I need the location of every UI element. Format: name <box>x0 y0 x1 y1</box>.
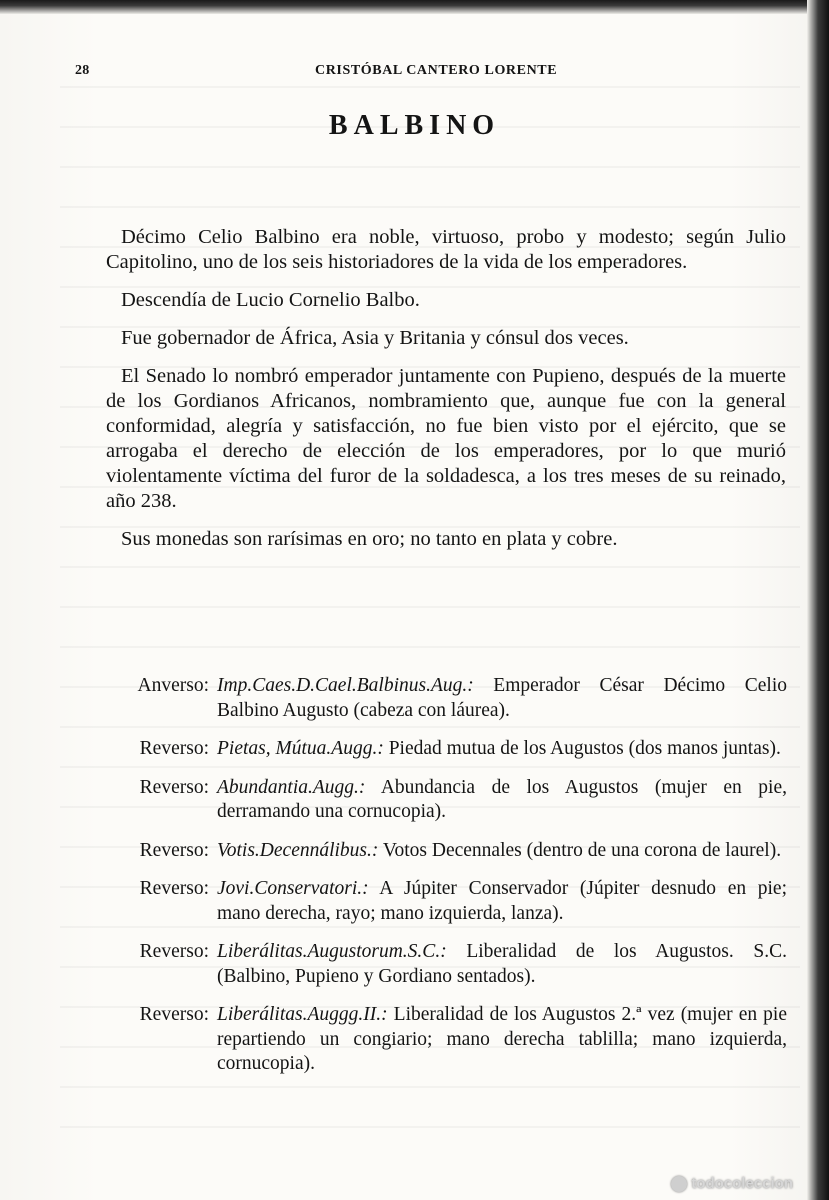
coin-legend: Liberálitas.Auggg.II.: <box>217 1004 388 1025</box>
coin-side-label: Reverso: <box>139 738 209 759</box>
watermark-text: todocoleccion <box>691 1175 793 1192</box>
coin-description <box>217 839 787 864</box>
paragraph: Fue gobernador de África, Asia y Britania y cónsul dos veces. <box>121 327 629 349</box>
coin-side-label: Reverso: <box>139 776 209 798</box>
coin-description <box>217 776 787 825</box>
coin-side-label: Reverso: <box>139 1004 209 1025</box>
paragraph: Descendía de Lucio Cornelio Balbo. <box>121 289 420 311</box>
watermark <box>671 1175 793 1192</box>
coin-translation: Liberalidad de los Augustos 2.ª vez (mujer en pie repartiendo un congiario; mano derecha tablilla; mano izquierda, cornucopia). <box>217 1004 787 1074</box>
paragraph: El Senado lo nombró emperador juntamente con Pupieno, después de la muerte de los Gordianos Africanos, nombramiento que, aunque fue con la general conformidad, alegría y satisfacción, no fue bien visto por el ejército, que se arrogaba el derecho de elección de los emperadores, por lo que murió violentamente víctima del furor de la soldadesca, a los tres meses de su reinado, año 238. <box>106 365 786 512</box>
coin-description <box>217 737 787 762</box>
coin-description <box>217 877 787 926</box>
coin-translation: Abundancia de los Augustos (mujer en pie, derramando una cornucopia). <box>217 776 787 822</box>
running-header <box>75 63 710 83</box>
coin-side-label: Reverso: <box>139 878 209 899</box>
coin-entry <box>112 940 787 989</box>
coin-entry <box>112 1003 787 1077</box>
coin-description <box>217 940 787 989</box>
page-number: 28 <box>75 63 90 78</box>
coin-legend: Imp.Caes.D.Cael.Balbinus.Aug.: <box>217 675 474 696</box>
coin-description <box>217 1003 787 1077</box>
coin-translation: Liberalidad de los Augustos. S.C. (Balbino, Pupieno y Gordiano sentados). <box>217 941 787 987</box>
coin-translation: A Júpiter Conservador (Júpiter desnudo en pie; mano derecha, rayo; mano izquierda, lanza). <box>217 878 787 924</box>
running-head-author: CRISTÓBAL CANTERO LORENTE <box>315 63 558 78</box>
chapter-title: BALBINO <box>328 110 501 141</box>
coin-side-label: Anverso: <box>137 675 209 696</box>
coin-legend: Votis.Decennálibus.: <box>217 839 379 861</box>
coin-description <box>217 674 787 723</box>
coin-side-label: Reverso: <box>139 941 209 962</box>
coin-list <box>112 674 787 1091</box>
scan-right-edge <box>807 0 829 1200</box>
coin-translation: Piedad mutua de los Augustos (dos manos juntas). <box>383 738 781 759</box>
coin-legend: Pietas, Mútua.Augg.: <box>217 738 384 759</box>
coin-entry <box>112 839 787 864</box>
coin-legend: Abundantia.Augg.: <box>217 776 366 798</box>
coin-entry <box>112 674 787 723</box>
coin-translation: Votos Decennales (dentro de una corona de laurel). <box>378 839 782 861</box>
coin-side-label: Reverso: <box>139 839 209 861</box>
coin-entry <box>112 776 787 825</box>
scan-top-edge <box>0 0 829 14</box>
body-text <box>106 225 786 565</box>
paragraph: Décimo Celio Balbino era noble, virtuoso, probo y modesto; según Julio Capitolino, uno de los seis historiadores de la vida de los emperadores. <box>106 226 786 273</box>
coin-entry <box>112 877 787 926</box>
coin-legend: Jovi.Conservatori.: <box>217 878 369 899</box>
watermark-logo-icon <box>671 1176 687 1192</box>
coin-legend: Liberálitas.Augustorum.S.C.: <box>217 941 447 962</box>
paragraph: Sus monedas son rarísimas en oro; no tanto en plata y cobre. <box>121 528 618 550</box>
coin-entry <box>112 737 787 762</box>
coin-translation: Emperador César Décimo Celio Balbino Augusto (cabeza con láurea). <box>217 675 787 721</box>
